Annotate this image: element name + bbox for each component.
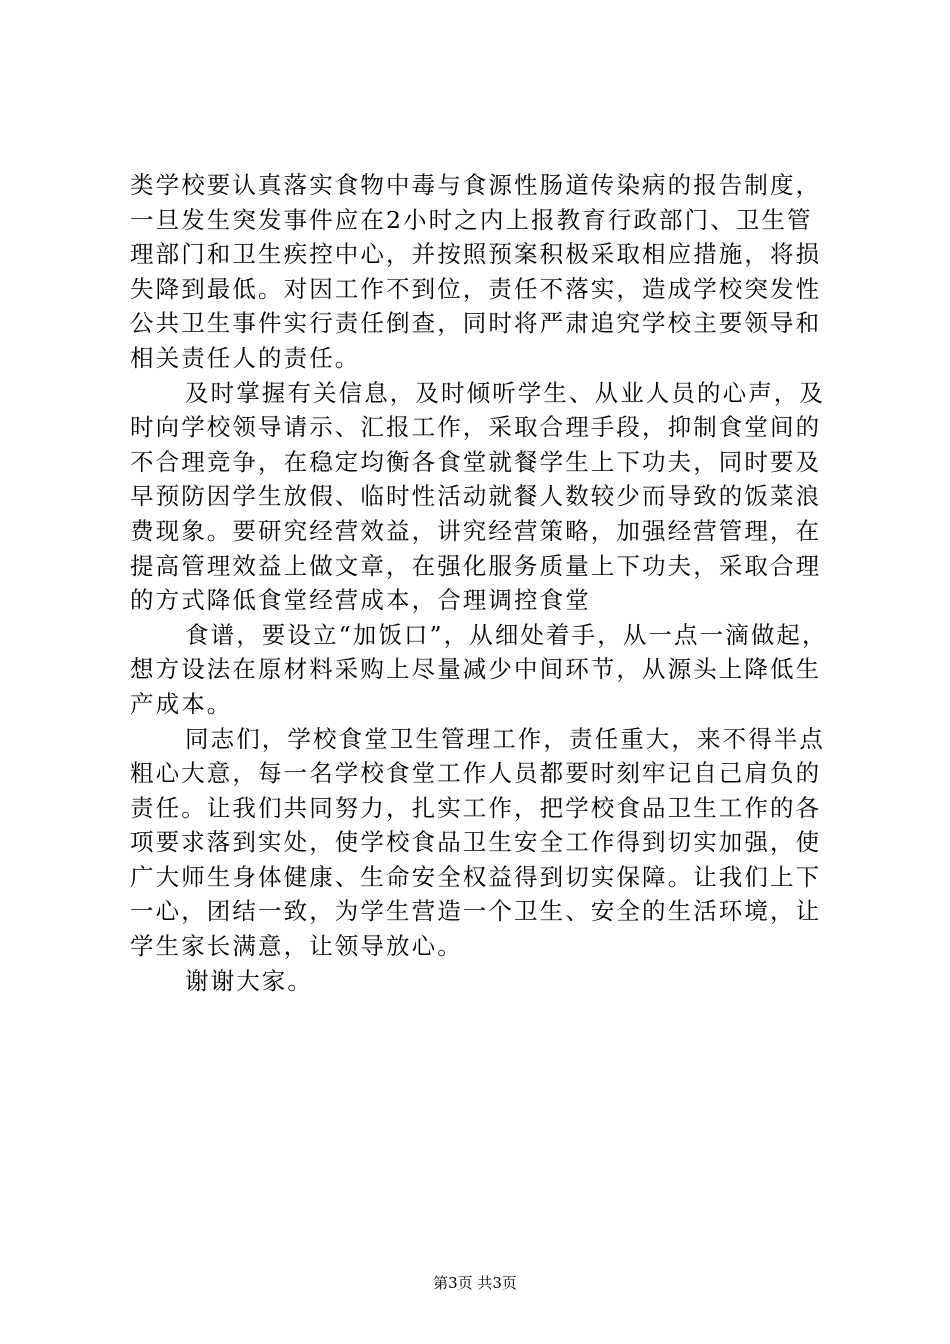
text-line: 学生家长满意，让领导放心。: [130, 932, 463, 961]
text-line: 时向学校领导请示、汇报工作，采取合理手段，抑制食堂间的: [130, 413, 822, 442]
text-line: 责任。让我们共同努力，扎实工作，把学校食品卫生工作的各: [130, 793, 822, 822]
text-line: 公共卫生事件实行责任倒查，同时将严肃追究学校主要领导和: [130, 309, 822, 338]
document-body: [130, 168, 830, 998]
text-line: 想方设法在原材料采购上尽量减少中间环节，从源头上降低生: [130, 655, 822, 684]
text-line: 产成本。: [130, 689, 233, 718]
page-number-footer: 第3页 共3页: [433, 1274, 517, 1292]
text-line: 粗心大意，每一名学校食堂工作人员都要时刻牢记自己肩负的: [130, 759, 822, 788]
text-line: 失降到最低。对因工作不到位，责任不落实，造成学校突发性: [130, 274, 822, 303]
paragraph-start-line: 食谱，要设立“加饭口”，从细处着手，从一点一滴做起，: [185, 620, 828, 649]
paragraph-start-line: 及时掌握有关信息，及时倾听学生、从业人员的心声，及: [185, 378, 825, 407]
paragraph-start-line: 同志们，学校食堂卫生管理工作，责任重大，来不得半点: [185, 724, 825, 753]
text-line: 广大师生身体健康、生命安全权益得到切实保障。让我们上下: [130, 862, 822, 891]
text-line: 一心，团结一致，为学生营造一个卫生、安全的生活环境，让: [130, 897, 822, 926]
text-line: 理部门和卫生疾控中心，并按照预案积极采取相应措施，将损: [130, 240, 822, 269]
text-line: 类学校要认真落实食物中毒与食源性肠道传染病的报告制度，: [130, 171, 822, 199]
closing-line: 谢谢大家。: [185, 966, 313, 995]
text-line: 不合理竞争，在稳定均衡各食堂就餐学生上下功夫，同时要及: [130, 447, 822, 476]
text-line: 一旦发生突发事件应在2小时之内上报教育行政部门、卫生管: [130, 205, 813, 234]
text-line: 费现象。要研究经营效益，讲究经营策略，加强经营管理，在: [130, 516, 822, 545]
text-line: 项要求落到实处，使学校食品卫生安全工作得到切实加强，使: [130, 828, 822, 857]
text-line: 早预防因学生放假、临时性活动就餐人数较少而导致的饭菜浪: [130, 482, 822, 511]
text-line: 相关责任人的责任。: [130, 343, 361, 372]
text-line: 提高管理效益上做文章，在强化服务质量上下功夫，采取合理: [130, 551, 822, 580]
text-line: 的方式降低食堂经营成本，合理调控食堂: [130, 586, 591, 615]
